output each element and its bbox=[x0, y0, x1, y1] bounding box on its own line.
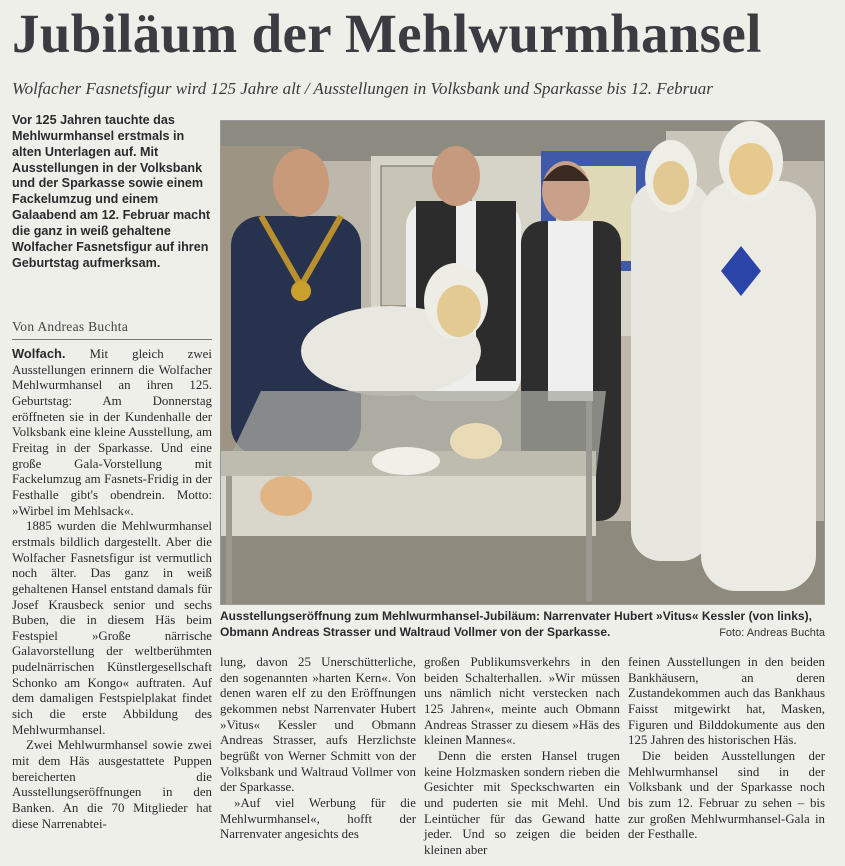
paragraph: »Auf viel Werbung für die Mehlwurmhansel«, hofft der Narrenvater angesichts des bbox=[220, 795, 416, 842]
paragraph: Die beiden Ausstellungen der Mehlwurmhansel sind in der Volksbank und der Sparkasse noch bis zum 12. Februar zu sehen – bis zur großen Mehlwurmhansel-Gala in der Festhalle. bbox=[628, 748, 825, 842]
photo-credit: Foto: Andreas Buchta bbox=[719, 627, 825, 639]
article-column-2 bbox=[220, 655, 416, 843]
paragraph: Denn die ersten Hansel trugen keine Holzmasken sondern rieben die Gesichter mit Speckschwarten ein und puderten sie mit Mehl. Und Leintücher für das Gewand hatte jeder. Und so zeigen die beiden kleinen aber bbox=[424, 748, 620, 857]
paragraph: großen Publikumsverkehrs in den beiden Schalterhallen. »Wir müssen uns nämlich nicht verstecken nach 125 Jahren«, meinte auch Obmann Andreas Strasser zu diesem »Häs des kleinen Mannes«. bbox=[424, 655, 620, 748]
paragraph: feinen Ausstellungen in den beiden Bankhäusern, an deren Zustandekommen auch das Bankhaus Faisst mitgewirkt hat, Masken, Figuren und Bilddokumente aus den 125 Jahren des historischen Häs. bbox=[628, 655, 825, 748]
photo-illustration bbox=[221, 121, 824, 604]
paragraph: lung, davon 25 Unerschütterliche, den sogenannten »harten Kern«. Von denen waren elf zu den Eröffnungen gekommen nebst Narrenvater Hubert »Vitus« Kessler und Obmann Andreas Strasser, aufs Herzlichste begrüßt von Werner Schmitt von der Volksbank und Waltraud Vollmer von der Sparkasse. bbox=[220, 655, 416, 795]
lead-paragraph: Vor 125 Jahren tauchte das Mehlwurmhansel erstmals in alten Unterlagen auf. Mit Ausstellungen in der Volksbank und der Sparkasse sowie einem Fackelumzug und einem Galaabend am 12. Februar macht die ganz in weiß gehaltene Wolfacher Fasnetsfigur auf ihren Geburtstag aufmerksam. bbox=[12, 113, 211, 270]
paragraph: Zwei Mehlwurmhansel sowie zwei mit dem Häs ausgestattete Puppen bereicherten die Ausstellungseröffnungen in den Banken. An die 70 Mitglieder hat diese Narrenabtei- bbox=[12, 738, 212, 831]
dateline: Wolfach. bbox=[12, 346, 66, 361]
article-photo bbox=[220, 120, 825, 605]
article-column-4 bbox=[628, 655, 825, 843]
photo-caption: Ausstellungseröffnung zum Mehlwurmhansel-Jubiläum: Narrenvater Hubert »Vitus« Kessler (von links), Obmann Andreas Strasser und Waltraud Vollmer von der Sparkasse. bbox=[220, 609, 812, 639]
paragraph: 1885 wurden die Mehlwurmhansel erstmals bildlich dargestellt. Aber die Wolfacher Fasnetsfigur ist vermutlich noch älter. Das ganz in weiß gehaltenen Hansel entstand damals für Josef Krausbeck senior und sechs Buben, die in diesem Häs beim Festspiel »Große närrische Galavorstellung der weltberühmten pudelnärrischen Künstlergesellschaft Schonko am Kongo« auftraten. Auf dem damaligen Festspielplakat findet sich die erste Abbildung des Mehlwurmhansel. bbox=[12, 519, 212, 737]
article-column-3 bbox=[424, 655, 620, 859]
byline: Von Andreas Buchta bbox=[12, 319, 212, 340]
article-column-1 bbox=[12, 346, 212, 832]
headline: Jubiläum der Mehlwurmhansel bbox=[12, 3, 762, 64]
paragraph: Wolfach. Mit gleich zwei Ausstellungen erinnern die Wolfacher Mehlwurmhansel an ihren 125. Geburtstag: Am Donnerstag eröffneten sie in der Kundenhalle der Volksbank eine kleine Ausstellung, am Freitag in der Sparkasse. Und eine große Gala-Vorstellung mit Fackelumzug am Fasnets-Fridig in der Festhalle gibt's obendrein. Motto: »Wirbel im Mehlsack«. bbox=[12, 346, 212, 518]
subheadline: Wolfacher Fasnetsfigur wird 125 Jahre alt / Ausstellungen in Volksbank und Sparkasse bis 12. Februar bbox=[12, 79, 713, 98]
